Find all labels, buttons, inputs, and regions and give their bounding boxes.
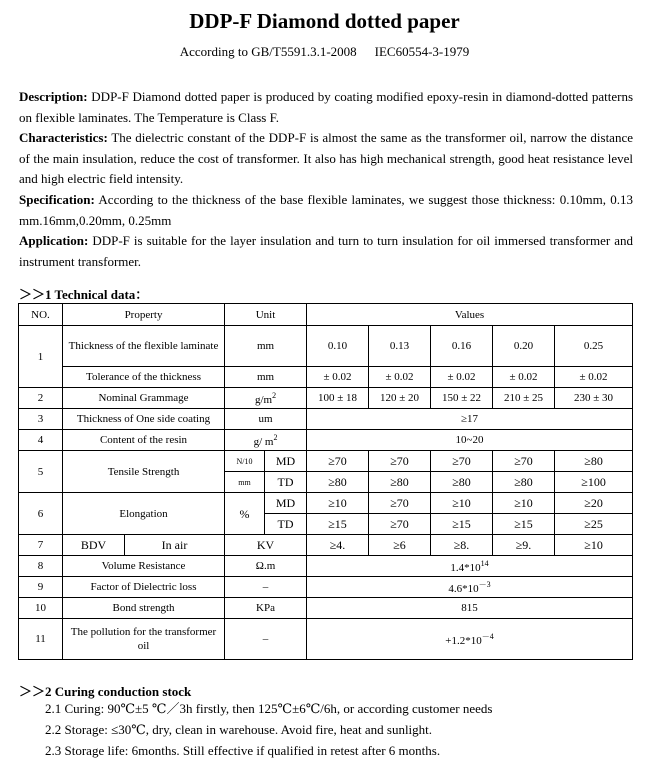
cell-unit: mm <box>225 367 307 388</box>
cell-unit: Ω.m <box>225 556 307 577</box>
cell-no: 3 <box>19 409 63 430</box>
application-label: Application: <box>19 233 89 248</box>
cell-value: 0.25 <box>555 326 633 367</box>
cell-value: ≥70 <box>493 451 555 472</box>
cell-value: 210 ± 25 <box>493 388 555 409</box>
table-row <box>19 409 633 430</box>
header-no: NO. <box>19 304 63 326</box>
cell-no: 11 <box>19 619 63 660</box>
table-row <box>19 326 633 367</box>
cell-unit: – <box>225 577 307 598</box>
cell-value: ≥9. <box>493 535 555 556</box>
cell-value: ± 0.02 <box>431 367 493 388</box>
cell-value: 0.13 <box>369 326 431 367</box>
cell-value: ≥8. <box>431 535 493 556</box>
td-label: TD <box>265 514 307 535</box>
cell-value: ≥15 <box>493 514 555 535</box>
cell-value: 0.10 <box>307 326 369 367</box>
table-row <box>19 598 633 619</box>
technical-data-table <box>18 303 633 660</box>
cell-value: 815 <box>307 598 633 619</box>
table-row <box>19 577 633 598</box>
cell-value: ± 0.02 <box>307 367 369 388</box>
unit-base: g/m <box>254 394 273 406</box>
curing-item: 2.3 Storage life: 6months. Still effective if qualified in retest after 6 months. <box>45 743 441 758</box>
application-paragraph <box>19 231 633 272</box>
cell-subproperty: In air <box>125 535 225 556</box>
standard-iec: IEC60554-3-1979 <box>374 44 470 59</box>
cell-no: 7 <box>19 535 63 556</box>
cell-value: ≥10 <box>493 493 555 514</box>
cell-value: ± 0.02 <box>369 367 431 388</box>
cell-unit: KPa <box>225 598 307 619</box>
table-row <box>19 556 633 577</box>
cell-property: BDV <box>63 535 125 556</box>
cell-value: ≥80 <box>431 472 493 493</box>
unit-sup: 2 <box>272 391 277 400</box>
cell-value: ≥70 <box>307 451 369 472</box>
cell-value: ≥25 <box>555 514 633 535</box>
cell-value: ≥17 <box>307 409 633 430</box>
cell-no: 9 <box>19 577 63 598</box>
section-curing-heading: ＞＞2 Curing conduction stock <box>19 684 192 699</box>
cell-value: ≥70 <box>369 514 431 535</box>
cell-unit: um <box>225 409 307 430</box>
cell-property: Nominal Grammage <box>63 388 225 409</box>
cell-property: Tolerance of the thickness <box>63 367 225 388</box>
specification-text: According to the thickness of the base flexible laminates, we suggest those thickness: 0.10mm, 0.13 mm.16mm,0.20mm, 0.25mm <box>19 192 633 228</box>
cell-unit: mm <box>225 326 307 367</box>
table-row <box>19 367 633 388</box>
cell-property: Volume Resistance <box>63 556 225 577</box>
cell-value: 120 ± 20 <box>369 388 431 409</box>
cell-value: ≥100 <box>555 472 633 493</box>
curing-item: 2.2 Storage: ≤30℃, dry, clean in warehouse. Avoid fire, heat and sunlight. <box>45 722 433 737</box>
cell-property: Content of the resin <box>63 430 225 451</box>
cell-value: ≥80 <box>307 472 369 493</box>
unit-top: N/10 <box>225 451 265 472</box>
cell-value <box>307 577 633 598</box>
cell-no: 6 <box>19 493 63 535</box>
page-title: DDP-F Diamond dotted paper <box>189 9 460 33</box>
cell-unit: KV <box>225 535 307 556</box>
cell-no: 1 <box>19 326 63 388</box>
cell-property: Thickness of One side coating <box>63 409 225 430</box>
description-text: DDP-F Diamond dotted paper is produced by coating modified epoxy-resin in diamond-dotted patterns on flexible laminates. The Temperature is Class F. <box>19 89 633 125</box>
table-row <box>19 619 633 660</box>
cell-unit <box>225 388 307 409</box>
cell-property: Tensile Strength <box>63 451 225 493</box>
characteristics-label: Characteristics: <box>19 130 108 145</box>
cell-property: Thickness of the flexible laminate <box>63 326 225 367</box>
header-property: Property <box>63 304 225 326</box>
cell-value: 10~20 <box>307 430 633 451</box>
table-row <box>19 451 633 472</box>
value-base: 4.6*10 <box>448 583 479 595</box>
cell-value: ± 0.02 <box>555 367 633 388</box>
cell-property: Bond strength <box>63 598 225 619</box>
value-sup: －3 <box>478 580 491 589</box>
cell-value: ≥10 <box>307 493 369 514</box>
table-row <box>19 493 633 514</box>
cell-value: ≥15 <box>431 514 493 535</box>
cell-value: ≥70 <box>431 451 493 472</box>
description-label: Description: <box>19 89 88 104</box>
characteristics-paragraph <box>19 128 633 190</box>
standard-gb: According to GB/T5591.3.1-2008 <box>179 44 357 59</box>
cell-value <box>307 556 633 577</box>
description-paragraph <box>19 87 633 128</box>
cell-value: 150 ± 22 <box>431 388 493 409</box>
md-label: MD <box>265 493 307 514</box>
standards-line <box>0 44 649 60</box>
cell-unit <box>225 430 307 451</box>
cell-value: ≥10 <box>431 493 493 514</box>
header-values: Values <box>307 304 633 326</box>
cell-value: ≥4. <box>307 535 369 556</box>
cell-value: ≥6 <box>369 535 431 556</box>
td-label: TD <box>265 472 307 493</box>
cell-value: 100 ± 18 <box>307 388 369 409</box>
table-row <box>19 430 633 451</box>
cell-value: ≥15 <box>307 514 369 535</box>
section-technical-data-heading: ＞＞1 Technical data： <box>19 287 149 302</box>
cell-unit: % <box>225 493 265 535</box>
md-label: MD <box>265 451 307 472</box>
cell-property: Elongation <box>63 493 225 535</box>
cell-value <box>307 619 633 660</box>
value-base: 1.4*10 <box>450 562 481 574</box>
cell-value: ± 0.02 <box>493 367 555 388</box>
cell-value: ≥70 <box>369 493 431 514</box>
cell-no: 2 <box>19 388 63 409</box>
cell-value: ≥10 <box>555 535 633 556</box>
unit-bottom: mm <box>225 472 265 493</box>
cell-value: 0.20 <box>493 326 555 367</box>
cell-value: 0.16 <box>431 326 493 367</box>
cell-value: ≥80 <box>555 451 633 472</box>
cell-no: 8 <box>19 556 63 577</box>
value-base: +1.2*10 <box>445 635 482 647</box>
value-sup: 14 <box>480 559 489 568</box>
header-unit: Unit <box>225 304 307 326</box>
table-row <box>19 535 633 556</box>
cell-value: ≥20 <box>555 493 633 514</box>
cell-property: The pollution for the transformer oil <box>63 619 225 660</box>
table-row <box>19 388 633 409</box>
cell-value: ≥80 <box>493 472 555 493</box>
cell-no: 10 <box>19 598 63 619</box>
cell-no: 4 <box>19 430 63 451</box>
value-sup: －4 <box>481 632 494 641</box>
specification-paragraph <box>19 190 633 231</box>
table-header-row <box>19 304 633 326</box>
application-text: DDP-F is suitable for the layer insulation and turn to turn insulation for oil immersed transformer and instrument transformer. <box>19 233 633 269</box>
cell-unit: – <box>225 619 307 660</box>
cell-value: 230 ± 30 <box>555 388 633 409</box>
cell-value: ≥70 <box>369 451 431 472</box>
unit-sup: 2 <box>273 433 278 442</box>
unit-base: g/ m <box>253 436 274 448</box>
cell-value: ≥80 <box>369 472 431 493</box>
curing-item: 2.1 Curing: 90℃±5 ℃／3h firstly, then 125℃±6℃/6h, or according customer needs <box>45 701 493 716</box>
characteristics-text: The dielectric constant of the DDP-F is almost the same as the transformer oil, narrow the distance of the main insulation, reduce the cost of transformer. It also has high mechanical strength, good heat resistance level and high electric field intensity. <box>19 130 633 186</box>
specification-label: Specification: <box>19 192 95 207</box>
cell-no: 5 <box>19 451 63 493</box>
cell-property: Factor of Dielectric loss <box>63 577 225 598</box>
